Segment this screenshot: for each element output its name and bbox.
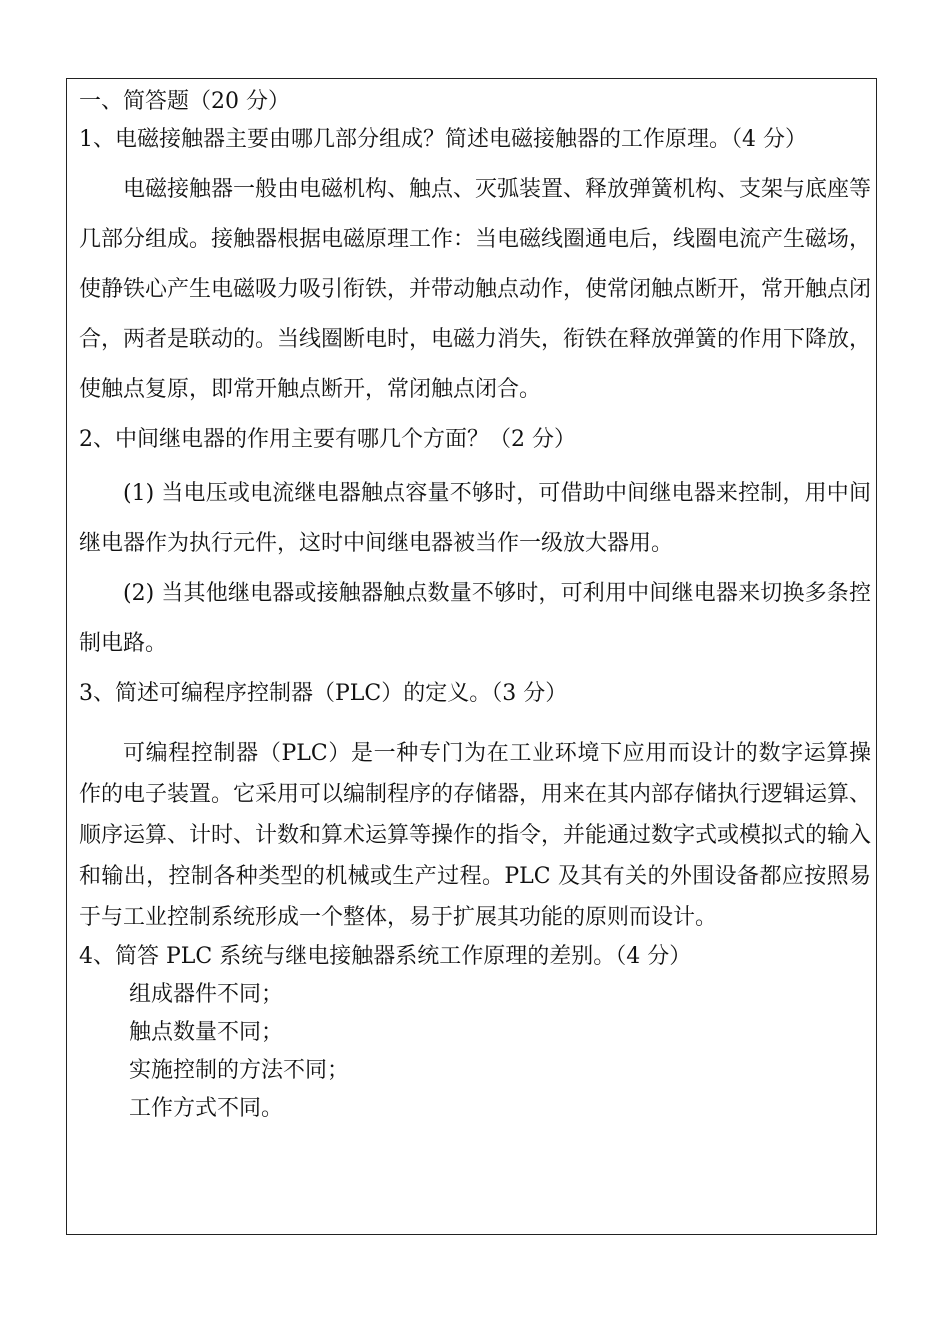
question-1-prompt: 1、电磁接触器主要由哪几部分组成？简述电磁接触器的工作原理。（4 分） — [79, 127, 807, 152]
question-3-prompt: 3、简述可编程序控制器（PLC）的定义。（3 分） — [79, 681, 568, 706]
question-4-item: 组成器件不同； — [129, 982, 284, 1007]
answer-content — [79, 83, 871, 1128]
question-4-item: 实施控制的方法不同； — [129, 1058, 350, 1083]
question-3-answer: 可编程控制器（PLC）是一种专门为在工业环境下应用而设计的数字运算操作的电子装置。它采用可以编制程序的存储器，用来在其内部存储执行逻辑运算、顺序运算、计时、计数和算术运算等操作的指令，并能通过数字式或模拟式的输入和输出，控制各种类型的机械或生产过程。PLC 及其有关的外围设备都应按照易于与工业控制系统形成一个整体，易于扩展其功能的原则而设计。 — [79, 741, 872, 930]
section-title: 一、简答题（20 分） — [79, 89, 290, 114]
question-2-answer-1: (1) 当电压或电流继电器触点容量不够时，可借助中间继电器来控制，用中间继电器作为执行元件，这时中间继电器被当作一级放大器用。 — [79, 481, 871, 556]
question-4-prompt: 4、简答 PLC 系统与继电接触器系统工作原理的差别。（4 分） — [79, 944, 692, 969]
question-2-prompt: 2、中间继电器的作用主要有哪几个方面？（2 分） — [79, 427, 576, 452]
question-1-answer: 电磁接触器一般由电磁机构、触点、灭弧装置、释放弹簧机构、支架与底座等几部分组成。接触器根据电磁原理工作：当电磁线圈通电后，线圈电流产生磁场，使静铁心产生电磁吸力吸引衔铁，并带动触点动作，使常闭触点断开，常开触点闭合，两者是联动的。当线圈断电时，电磁力消失，衔铁在释放弹簧的作用下降放，使触点复原，即常开触点断开，常闭触点闭合。 — [79, 177, 872, 402]
question-4-item: 工作方式不同。 — [129, 1096, 284, 1121]
answer-table-border — [66, 78, 877, 1235]
question-4-item: 触点数量不同； — [129, 1020, 284, 1045]
question-2-answer-2: (2) 当其他继电器或接触器触点数量不够时，可利用中间继电器来切换多条控制电路。 — [79, 581, 871, 656]
